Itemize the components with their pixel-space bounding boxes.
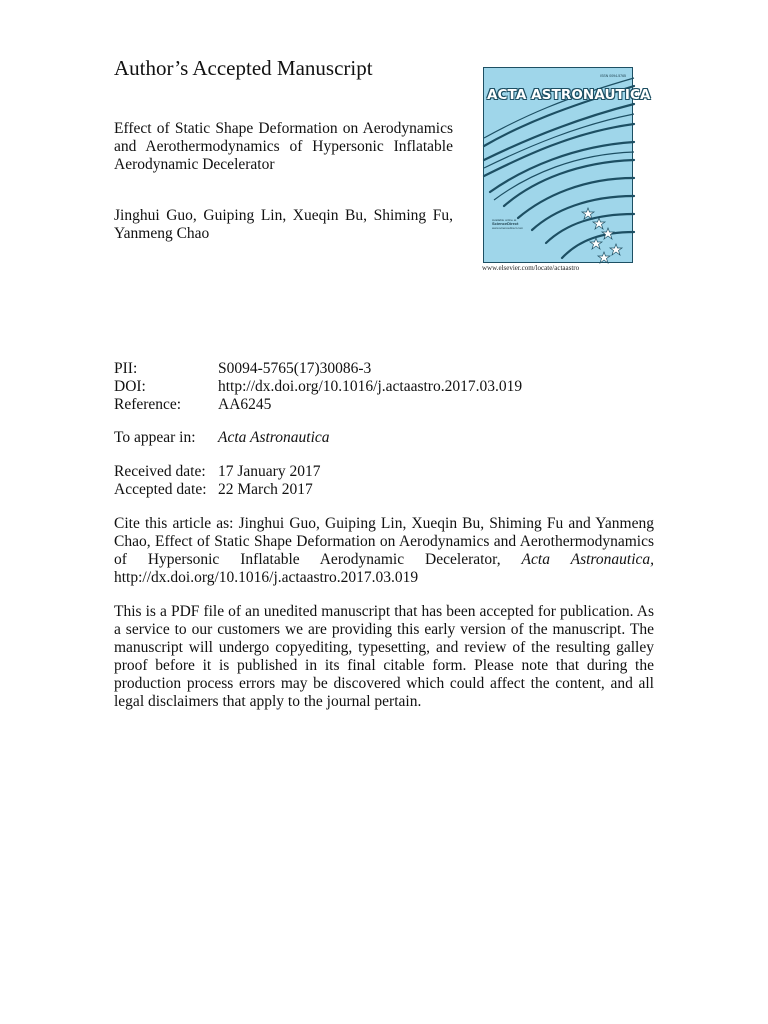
manuscript-heading: Author’s Accepted Manuscript: [114, 56, 373, 80]
cover-issn: ISSN 0094-5765: [600, 74, 626, 78]
reference-value: AA6245: [218, 396, 272, 413]
journal-name: Acta Astronautica: [218, 429, 330, 446]
author-list: Jinghui Guo, Guiping Lin, Xueqin Bu, Shiming Fu, Yanmeng Chao: [114, 207, 453, 242]
journal-cover-image: [483, 67, 651, 263]
pii-label: PII:: [114, 360, 138, 377]
sciencedirect-logo: [492, 218, 524, 230]
journal-url[interactable]: www.elsevier.com/locate/actaastro: [482, 264, 580, 272]
cover-journal-name: ACTA ASTRONAUTICA: [487, 87, 651, 103]
citation-journal: Acta Astronautica,: [521, 551, 655, 568]
reference-label: Reference:: [114, 396, 182, 413]
citation-doi[interactable]: http://dx.doi.org/10.1016/j.actaastro.2017.03.019: [114, 569, 419, 586]
citation-text: Cite this article as: Jinghui Guo, Guiping Lin, Xueqin Bu, Shiming Fu and Yanmeng Chao, Effect of Static Shape Deformation on Aerodynamics and Aerothermodynamics of Hypersonic Inflatable Aerodynamic Decelerator,: [114, 515, 654, 568]
citation-paragraph: [114, 515, 654, 587]
cover-logo-line2: www.sciencedirect.com: [492, 226, 524, 230]
cover-logo-brand: ScienceDirect: [492, 221, 519, 226]
received-date-value: 17 January 2017: [218, 463, 321, 480]
accepted-date-label: Accepted date:: [114, 481, 207, 498]
disclaimer-paragraph: This is a PDF file of an unedited manuscript that has been accepted for publication. As a service to our customers we are providing this early version of the manuscript. The manuscript will undergo copyediting, typesetting, and review of the resulting galley proof before it is published in its final citable form. Please note that during the production process errors may be discovered which could affect the content, and all legal disclaimers that apply to the journal pertain.: [114, 603, 654, 710]
appear-in-label: To appear in:: [114, 429, 196, 446]
doi-label: DOI:: [114, 378, 146, 395]
received-date-label: Received date:: [114, 463, 206, 480]
cover-logo-line1: Available online at: [492, 218, 517, 222]
accepted-date-value: 22 March 2017: [218, 481, 313, 498]
article-title: Effect of Static Shape Deformation on Aerodynamics and Aerothermodynamics of Hypersonic Inflatable Aerodynamic Decelerator: [114, 120, 453, 173]
pii-value: S0094-5765(17)30086-3: [218, 360, 372, 377]
doi-link[interactable]: http://dx.doi.org/10.1016/j.actaastro.2017.03.019: [218, 378, 523, 395]
